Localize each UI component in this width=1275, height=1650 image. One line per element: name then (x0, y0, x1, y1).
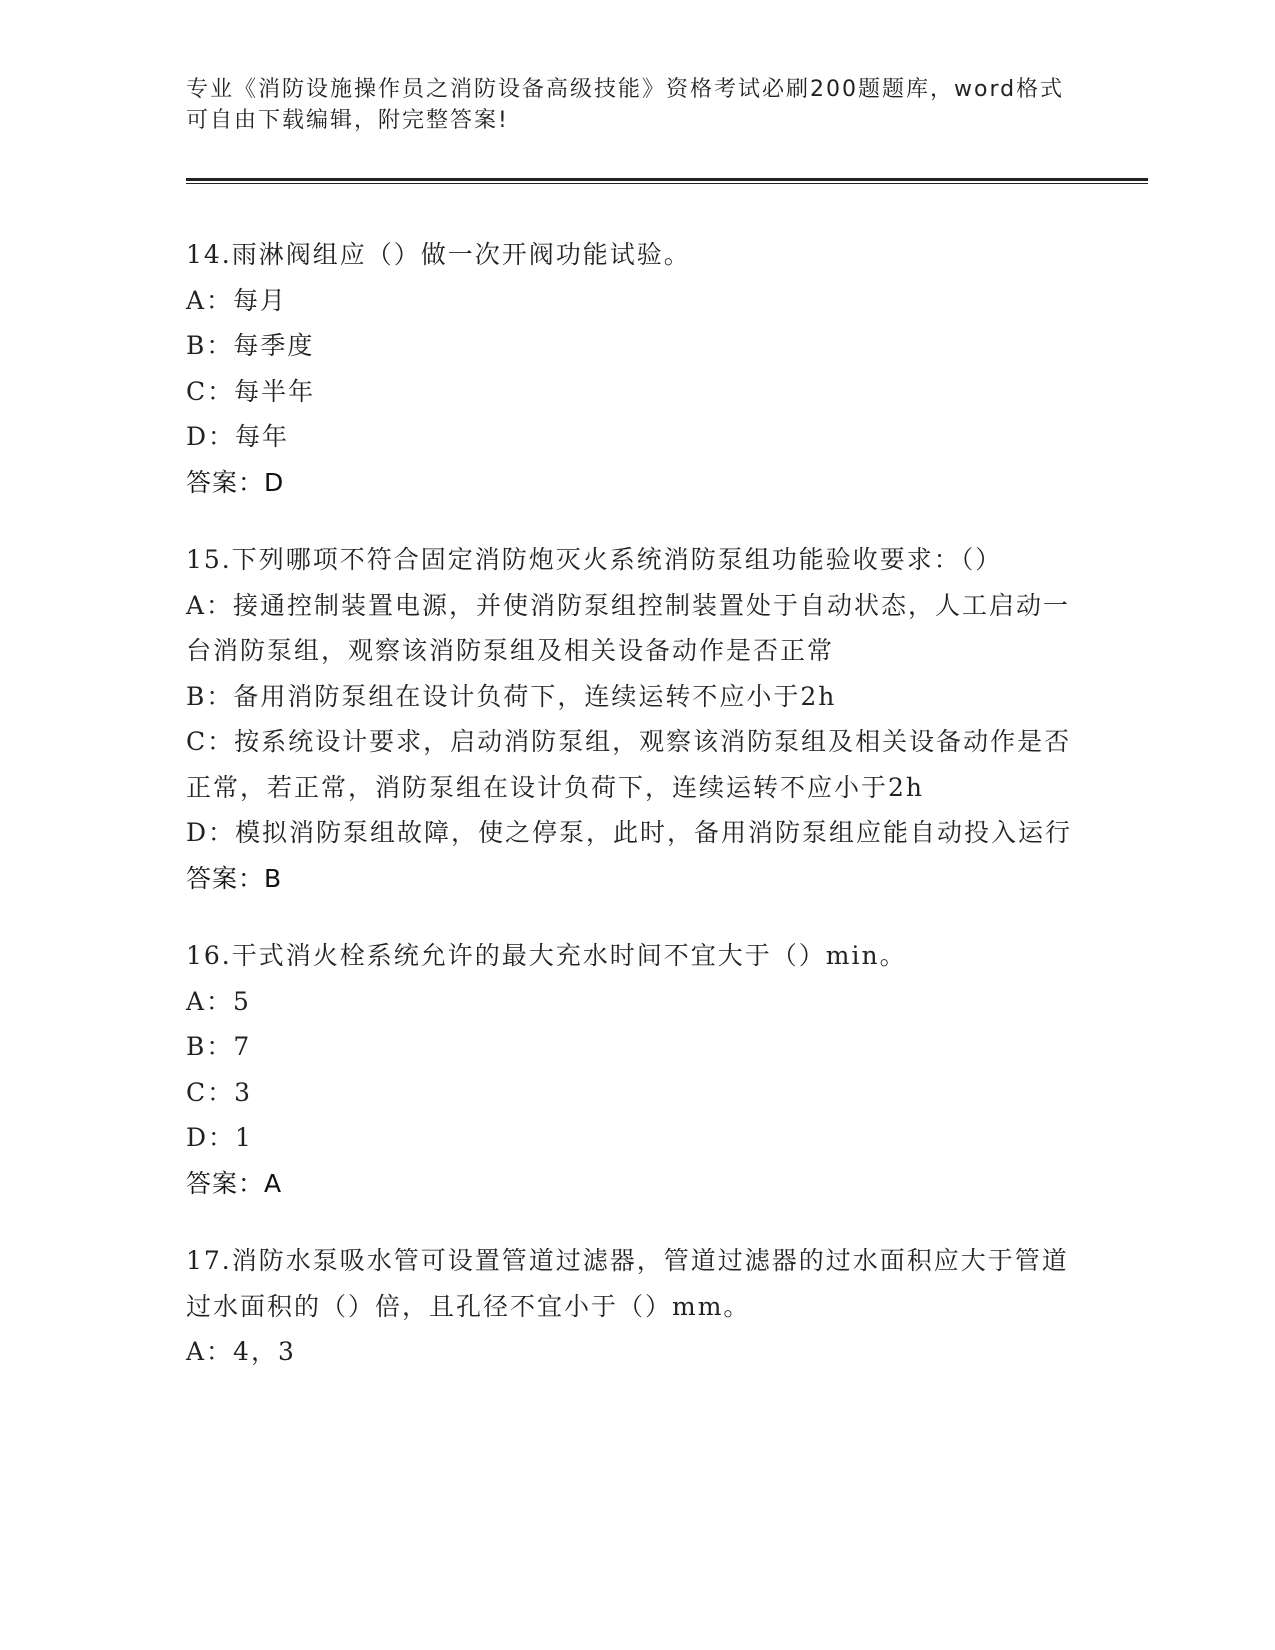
question-17 (186, 1238, 1086, 1375)
question-16 (186, 933, 1086, 1206)
header-rule-thick (186, 178, 1148, 181)
option-b: B：7 (186, 1032, 252, 1061)
option-a: A：5 (186, 986, 251, 1016)
question-stem: 14.雨淋阀组应（）做一次开阀功能试验。 (186, 240, 691, 269)
option-c: C：按系统设计要求，启动消防泵组，观察该消防泵组及相关设备动作是否正常，若正常，消防泵组在设计负荷下，连续运转不应小于2h (186, 727, 1072, 802)
question-list (186, 232, 1086, 1407)
option-d: D：模拟消防泵组故障，使之停泵，此时，备用消防泵组应能自动投入运行 (186, 818, 1073, 847)
option-c: C：每半年 (186, 376, 316, 406)
answer: 答案：A (186, 1168, 283, 1198)
option-d: D：1 (186, 1123, 253, 1152)
question-14 (186, 232, 1086, 505)
option-b: B：每季度 (186, 331, 315, 360)
question-stem: 16.干式消火栓系统允许的最大充水时间不宜大于（）min。 (186, 941, 907, 970)
answer: 答案：B (186, 863, 283, 893)
option-d: D：每年 (186, 422, 290, 451)
header-rule-thin (186, 183, 1148, 184)
option-a: A：4，3 (186, 1337, 296, 1366)
option-a: A：每月 (186, 285, 288, 315)
document-header: 专业《消防设施操作员之消防设备高级技能》资格考试必刷200题题库，word格式可自由下载编辑，附完整答案! (186, 77, 1065, 133)
option-c: C：3 (186, 1077, 253, 1107)
answer: 答案：D (186, 467, 285, 497)
question-stem: 17.消防水泵吸水管可设置管道过滤器，管道过滤器的过水面积应大于管道过水面积的（）倍，且孔径不宜小于（）mm。 (186, 1246, 1069, 1321)
question-15 (186, 537, 1086, 901)
option-b: B：备用消防泵组在设计负荷下，连续运转不应小于2h (186, 681, 837, 711)
option-a: A：接通控制装置电源，并使消防泵组控制装置处于自动状态，人工启动一台消防泵组，观察该消防泵组及相关设备动作是否正常 (186, 590, 1071, 665)
question-stem: 15.下列哪项不符合固定消防炮灭火系统消防泵组功能验收要求：（） (186, 545, 1003, 574)
